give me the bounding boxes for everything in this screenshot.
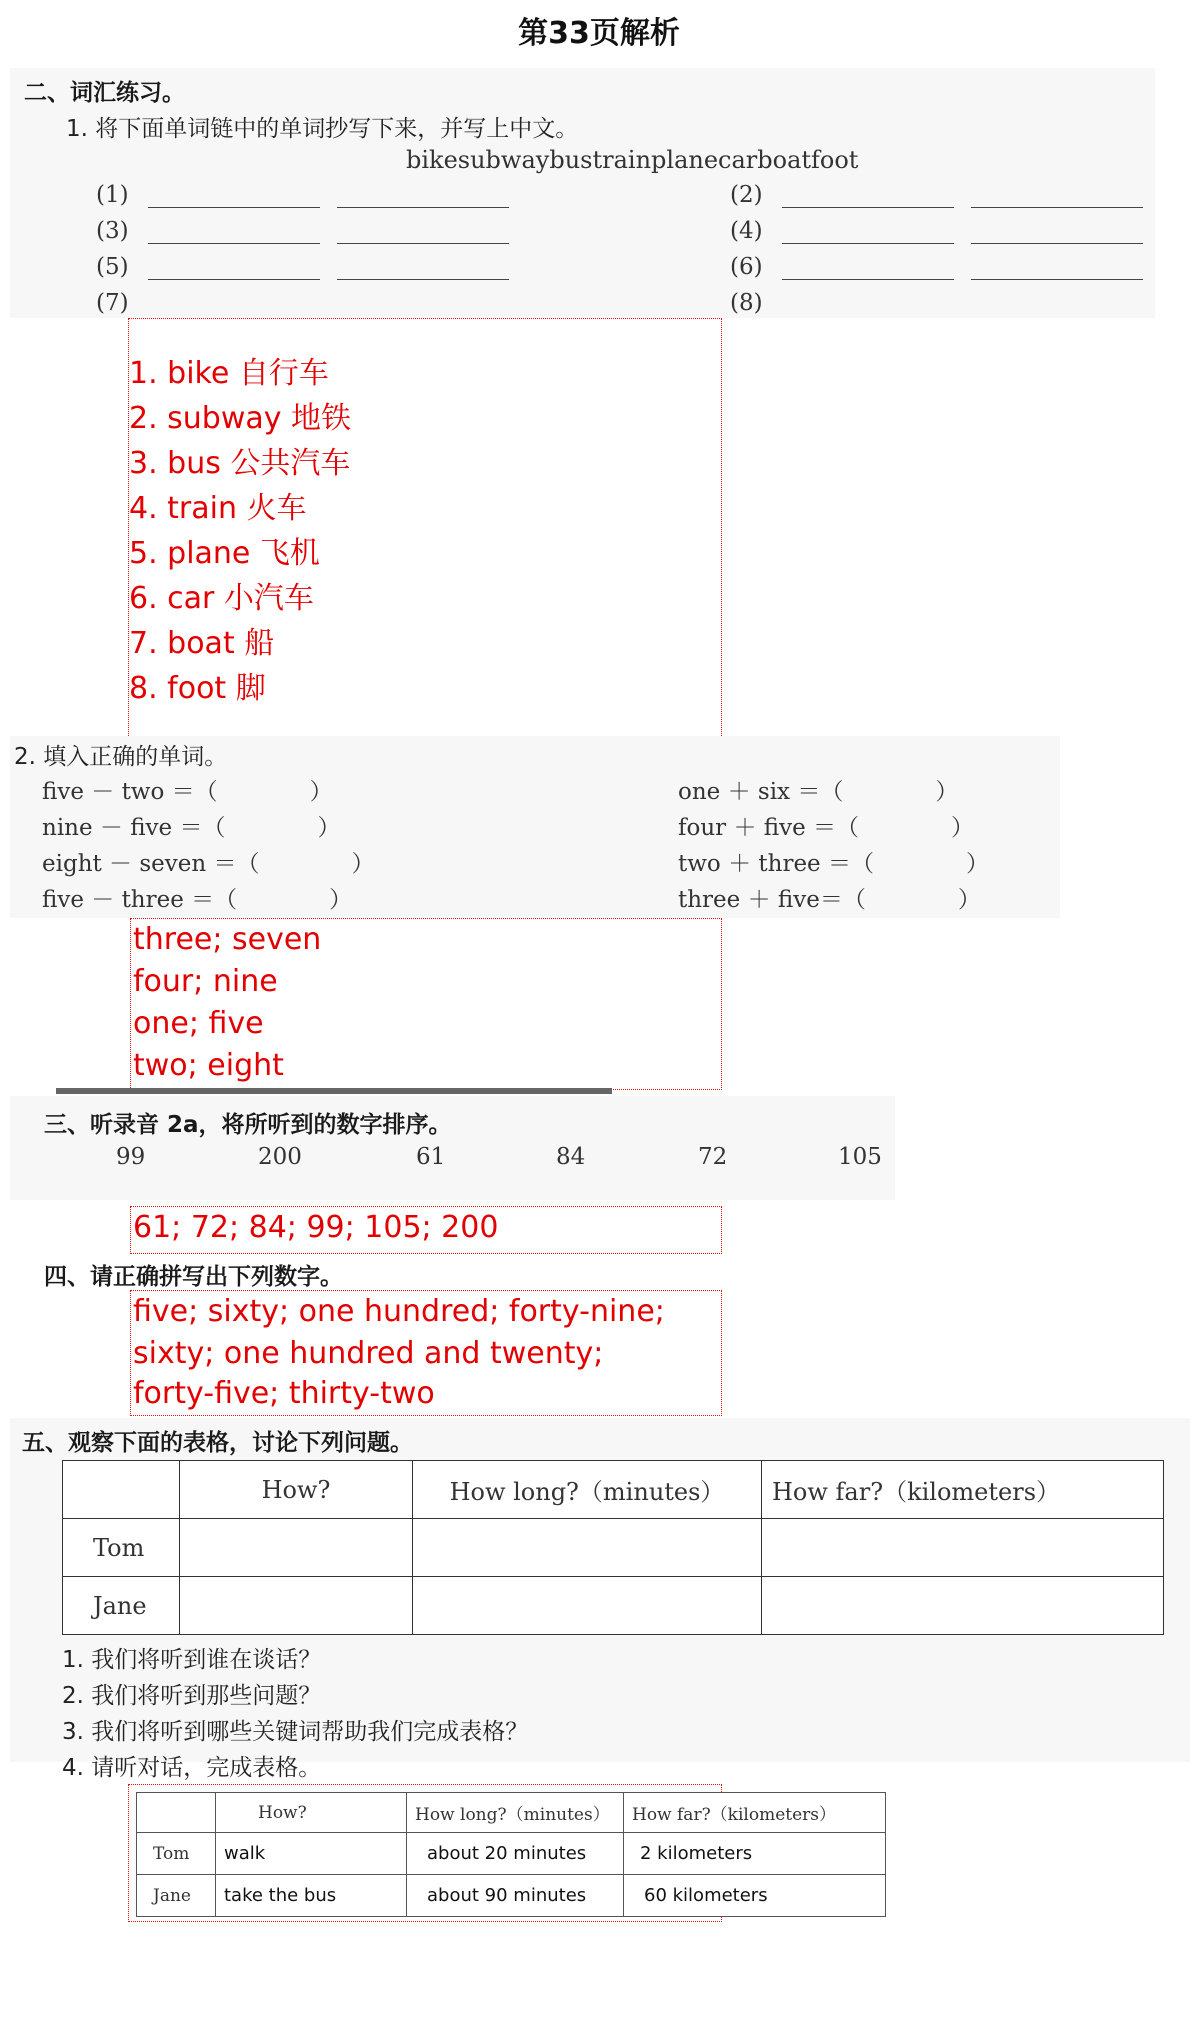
- answer-line: 7. boat 船: [129, 626, 275, 661]
- answer-box-fill: [130, 918, 722, 1090]
- equations-left: [42, 774, 375, 918]
- blank-line[interactable]: [148, 257, 320, 280]
- answer-line: 2. subway 地铁: [129, 401, 352, 436]
- blank-line[interactable]: [337, 257, 509, 280]
- blank-number: (2): [730, 182, 763, 208]
- row-label: Tom: [63, 1519, 180, 1577]
- equation: eight － seven ＝（ ）: [42, 851, 375, 877]
- answer-line: sixty; one hundred and twenty;: [133, 1336, 604, 1371]
- page-title: 第33页解析: [518, 16, 680, 51]
- blank-table: [62, 1460, 1164, 1635]
- row-label: Jane: [63, 1577, 180, 1635]
- section-4-heading: 四、请正确拼写出下列数字。: [44, 1264, 343, 1290]
- question-list: [62, 1642, 528, 1786]
- blank-number: (3): [96, 218, 129, 244]
- word-chain: bikesubwaybustrainplanecarboatfoot: [406, 146, 859, 174]
- blank-line[interactable]: [782, 257, 954, 280]
- table-corner-cell: [137, 1793, 216, 1833]
- blank-number-7: (7): [96, 290, 129, 316]
- table-cell[interactable]: [180, 1519, 413, 1577]
- table-header: How?: [180, 1461, 413, 1519]
- blank-line[interactable]: [971, 185, 1143, 208]
- blank-row-6: [730, 254, 1143, 280]
- answer-line: four; nine: [133, 964, 278, 999]
- table-cell[interactable]: [762, 1519, 1164, 1577]
- row-label: Jane: [137, 1875, 216, 1917]
- equation: four ＋ five ＝（ ）: [678, 815, 975, 841]
- answer-cell: about 90 minutes: [407, 1875, 624, 1917]
- answer-cell: 60 kilometers: [624, 1875, 886, 1917]
- section-5-heading: 五、观察下面的表格，讨论下列问题。: [22, 1430, 413, 1456]
- answer-line: three; seven: [133, 922, 322, 957]
- equation: five － three ＝（ ）: [42, 887, 353, 913]
- table-header: How long?（minutes）: [407, 1793, 624, 1833]
- question-item: 1. 我们将听到谁在谈话？: [62, 1647, 322, 1673]
- scan-divider: [56, 1088, 612, 1094]
- equation: two ＋ three ＝（ ）: [678, 851, 989, 877]
- answer-line: 61; 72; 84; 99; 105; 200: [133, 1210, 499, 1245]
- answer-cell: about 20 minutes: [407, 1833, 624, 1875]
- answer-cell: walk: [216, 1833, 407, 1875]
- table-header: How?: [216, 1793, 407, 1833]
- answer-line: one; five: [133, 1006, 264, 1041]
- blank-line[interactable]: [148, 185, 320, 208]
- blank-number: (5): [96, 254, 129, 280]
- question-item: 2. 我们将听到那些问题？: [62, 1683, 322, 1709]
- answer-line: five; sixty; one hundred; forty-nine;: [133, 1294, 665, 1329]
- blank-row-5: [96, 254, 509, 280]
- number-item: 72: [698, 1144, 728, 1170]
- answer-cell: 2 kilometers: [624, 1833, 886, 1875]
- blank-number: (6): [730, 254, 763, 280]
- table-corner-cell: [63, 1461, 180, 1519]
- blank-line[interactable]: [971, 221, 1143, 244]
- answer-box-vocab: [128, 318, 722, 738]
- blank-line[interactable]: [337, 221, 509, 244]
- answer-line: 5. plane 飞机: [129, 536, 320, 571]
- table-cell[interactable]: [762, 1577, 1164, 1635]
- answer-table: [136, 1792, 886, 1917]
- table-cell[interactable]: [413, 1519, 762, 1577]
- table-header: How far?（kilometers）: [624, 1793, 886, 1833]
- answer-box-order: [130, 1206, 722, 1254]
- answer-box-spell: [130, 1290, 722, 1416]
- table-cell[interactable]: [413, 1577, 762, 1635]
- blank-line[interactable]: [782, 221, 954, 244]
- equation: one ＋ six ＝（ ）: [678, 779, 959, 805]
- equations-right: [678, 774, 989, 918]
- table-header: How far?（kilometers）: [762, 1461, 1164, 1519]
- number-item: 99: [116, 1144, 146, 1170]
- question-item: 4. 请听对话，完成表格。: [62, 1755, 322, 1781]
- number-item: 105: [838, 1144, 882, 1170]
- answer-line: 3. bus 公共汽车: [129, 446, 351, 481]
- answer-cell: take the bus: [216, 1875, 407, 1917]
- answer-line: 4. train 火车: [129, 491, 307, 526]
- blank-line[interactable]: [148, 221, 320, 244]
- blank-number-8: (8): [730, 290, 763, 316]
- answer-line: 1. bike 自行车: [129, 356, 329, 391]
- number-item: 200: [258, 1144, 302, 1170]
- blank-row-1: [96, 182, 509, 208]
- blank-row-2: [730, 182, 1143, 208]
- answer-line: 6. car 小汽车: [129, 581, 314, 616]
- blank-line[interactable]: [337, 185, 509, 208]
- section-3-heading: 三、听录音 2a，将所听到的数字排序。: [44, 1112, 452, 1138]
- q2-instruction: 2. 填入正确的单词。: [14, 744, 228, 770]
- q1-instruction: 1. 将下面单词链中的单词抄写下来，并写上中文。: [66, 116, 579, 142]
- question-item: 3. 我们将听到哪些关键词帮助我们完成表格？: [62, 1719, 529, 1745]
- blank-line[interactable]: [971, 257, 1143, 280]
- section-2-heading: 二、词汇练习。: [24, 80, 185, 106]
- blank-line[interactable]: [782, 185, 954, 208]
- table-header: How long?（minutes）: [413, 1461, 762, 1519]
- answer-line: two; eight: [133, 1048, 284, 1083]
- answer-line: forty-five; thirty-two: [133, 1376, 435, 1411]
- blank-row-4: [730, 218, 1143, 244]
- row-label: Tom: [137, 1833, 216, 1875]
- equation: three ＋ five＝（ ）: [678, 887, 981, 913]
- blank-number: (4): [730, 218, 763, 244]
- blank-number: (1): [96, 182, 129, 208]
- number-item: 84: [556, 1144, 586, 1170]
- table-cell[interactable]: [180, 1577, 413, 1635]
- equation: five － two ＝（ ）: [42, 779, 333, 805]
- equation: nine － five ＝（ ）: [42, 815, 341, 841]
- number-item: 61: [416, 1144, 446, 1170]
- answer-line: 8. foot 脚: [129, 671, 266, 706]
- blank-row-3: [96, 218, 509, 244]
